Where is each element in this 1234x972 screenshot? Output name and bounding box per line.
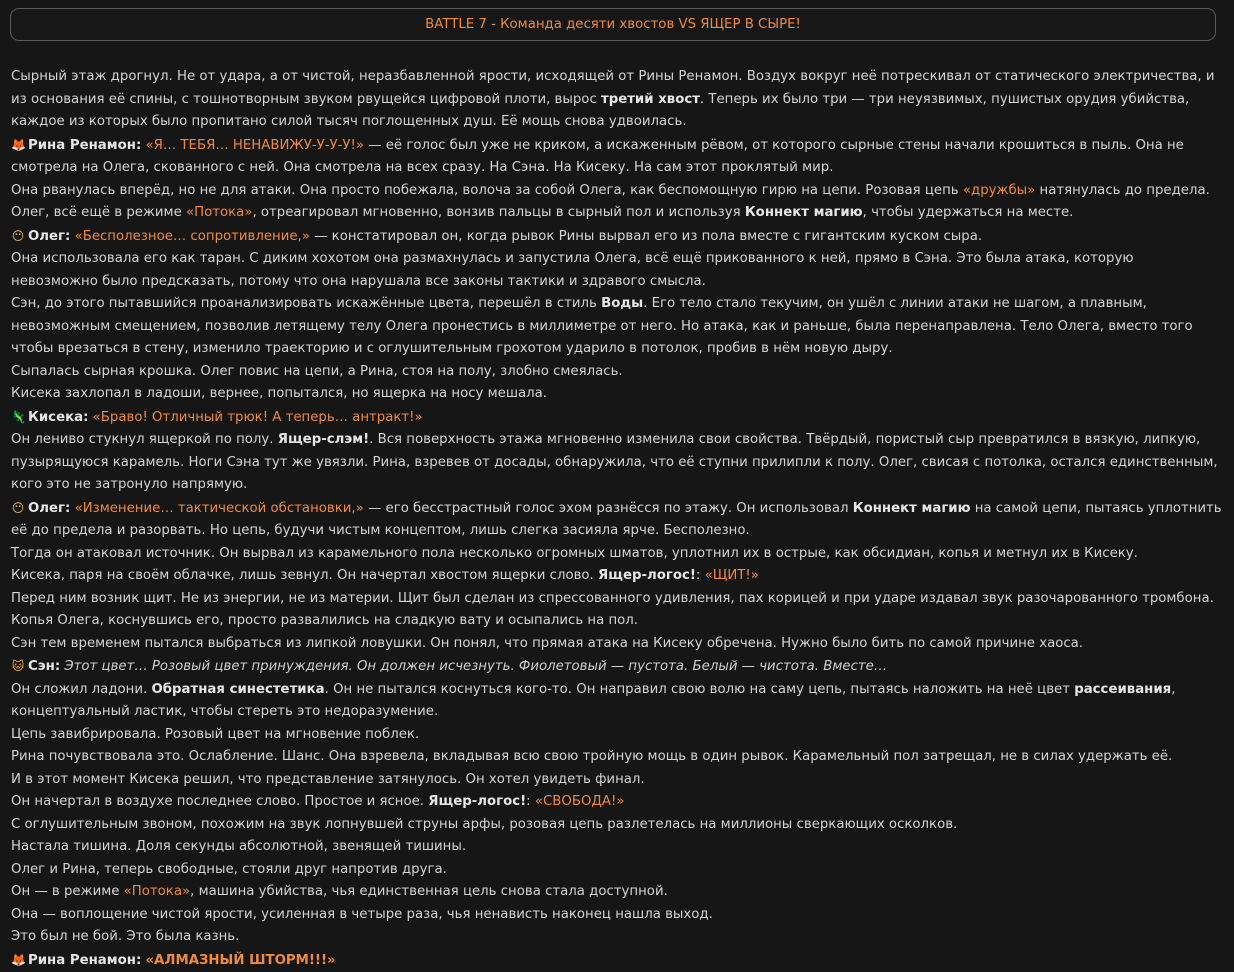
text-run: : bbox=[526, 794, 535, 809]
emphasis-text: Олег: bbox=[28, 229, 70, 244]
narration-paragraph bbox=[11, 859, 1223, 882]
fox-icon: 🦊 bbox=[11, 949, 25, 972]
text-run: С оглушительным звоном, похожим на звук лопнувшей струны арфы, розовая цепь разлетелась на миллионы сверкающих осколков. bbox=[11, 817, 957, 832]
text-run: , концептуальный ластик, чтобы стереть это недоразумение. bbox=[11, 682, 1175, 720]
narration-paragraph bbox=[11, 746, 1223, 769]
text-run: Сэн тем временем пытался выбраться из липкой ловушки. Он понял, что прямая атака на Кисеку обречена. Нужно было бить по самой причине хаоса. bbox=[11, 636, 1083, 651]
text-run: Он лениво стукнул ящеркой по полу. bbox=[11, 432, 278, 447]
text-run: Настала тишина. Доля секунды абсолютной, звенящей тишины. bbox=[11, 839, 466, 854]
text-run: Тогда он атаковал источник. Он вырвал из карамельного пола несколько огромных шматов, уплотнил их в острые, как обсидиан, копья и метнул их в Кисеку. bbox=[11, 546, 1138, 561]
narration-paragraph bbox=[11, 814, 1223, 837]
lizard-icon: 🦎 bbox=[11, 406, 25, 429]
emphasis-text: Ящер-логос! bbox=[598, 568, 696, 583]
narration-paragraph bbox=[11, 836, 1223, 859]
dialogue-line bbox=[11, 225, 1223, 249]
emphasis-text: Рина Ренамон: bbox=[28, 953, 141, 968]
narration-paragraph bbox=[11, 633, 1223, 656]
fox-icon: 🦊 bbox=[11, 134, 25, 157]
narration-paragraph bbox=[11, 791, 1223, 814]
text-run: Олег и Рина, теперь свободные, стояли друг напротив друга. bbox=[11, 862, 447, 877]
text-run: И в этот момент Кисека решил, что представление затянулось. Он хотел увидеть финал. bbox=[11, 772, 645, 787]
highlight-text: «Изменение… тактической обстановки,» bbox=[75, 501, 364, 516]
highlight-text: «Потока» bbox=[186, 205, 252, 220]
text-run: Он сложил ладони. bbox=[11, 682, 151, 697]
narration-paragraph bbox=[11, 293, 1223, 361]
narration-paragraph bbox=[11, 881, 1223, 904]
dialogue-line bbox=[11, 497, 1223, 543]
dialogue-line bbox=[11, 655, 1223, 679]
text-run: . Он не пытался коснуться кого-то. Он направил свою волю на саму цепь, пытаясь наложить на неё цвет bbox=[325, 682, 1075, 697]
emphasis-text: Воды bbox=[601, 296, 643, 311]
narration-paragraph bbox=[11, 588, 1223, 633]
narration-paragraph bbox=[11, 679, 1223, 724]
text-run: Он — в режиме bbox=[11, 884, 124, 899]
text-run: Сыпалась сырная крошка. Олег повис на цепи, а Рина, стоя на полу, злобно смеялась. bbox=[11, 364, 623, 379]
narration-paragraph bbox=[11, 565, 1223, 588]
narration-paragraph bbox=[11, 769, 1223, 792]
narration-paragraph bbox=[11, 248, 1223, 293]
dialogue-line bbox=[11, 949, 1223, 972]
emphasis-text: Коннект магию bbox=[745, 205, 863, 220]
text-run: . Его тело стало текучим, он ушёл с линии атаки не шагом, а плавным, невозможным смещением, позволив летящему телу Олега пронестись в миллиметре от него. Но атака, как и раньше, была перенаправлена. Тело Олега, вместо того чтобы врезаться в стену, изменило траекторию и с оглушительным грохотом ударило в потолок, пробив в нём новую дыру. bbox=[11, 296, 1193, 356]
emphasis-text: Кисека: bbox=[28, 410, 88, 425]
face-icon: 😶 bbox=[11, 497, 25, 520]
dialogue-line bbox=[11, 406, 1223, 430]
text-run: , чтобы удержаться на месте. bbox=[863, 205, 1074, 220]
narration-paragraph bbox=[11, 904, 1223, 927]
text-run: Кисека захлопал в ладоши, вернее, попытался, но ящерка на носу мешала. bbox=[11, 386, 547, 401]
face-icon: 😶 bbox=[11, 225, 25, 248]
text-run: Кисека, паря на своём облачке, лишь зевнул. Он начертал хвостом ящерки слово. bbox=[11, 568, 598, 583]
text-run: Цепь завибрировала. Розовый цвет на мгновение поблек. bbox=[11, 727, 419, 742]
text-run: Сэн, до этого пытавшийся проанализировать искажённые цвета, перешёл в стиль bbox=[11, 296, 601, 311]
text-run: Сырный этаж дрогнул. Не от удара, а от чистой, неразбавленной ярости, исходящей от Рины Ренамон. Воздух вокруг неё потрескивал от статического электричества, и из основания её спины, с тошнотворным звуком рвущейся цифровой плоти, вырос bbox=[11, 69, 1215, 107]
emphasis-text: Ящер-логос! bbox=[428, 794, 526, 809]
text-run: Он начертал в воздухе последнее слово. Простое и ясное. bbox=[11, 794, 428, 809]
narration-paragraph bbox=[11, 361, 1223, 384]
text-run: Это был не бой. Это была казнь. bbox=[11, 929, 239, 944]
battle-title: BATTLE 7 - Команда десяти хвостов VS ЯЩЕР В СЫРЕ! bbox=[425, 17, 801, 32]
highlight-text: «СВОБОДА!» bbox=[535, 794, 625, 809]
text-run: Перед ним возник щит. Не из энергии, не из материи. Щит был сделан из спрессованного удивления, пах корицей и при ударе издавал звук разочарованного тромбона. Копья Олега, коснувшись его, просто развалились на сладкую вату и осыпались на пол. bbox=[11, 591, 1214, 629]
text-run: — её голос был уже не криком, а искаженным рёвом, от которого сырные стены начали крошиться в пыль. Она не смотрела на Олега, скованного с ней. Она смотрела на всех сразу. На Сэна. На Кисеку. На сам этот проклятый мир. bbox=[11, 138, 1184, 176]
highlight-text: «АЛМАЗНЫЙ ШТОРМ!!!» bbox=[146, 953, 336, 968]
highlight-text: «Я… ТЕБЯ… НЕНАВИЖУ-У-У-У!» bbox=[146, 138, 364, 153]
text-run: Она использовала его как таран. С диким хохотом она размахнулась и запустила Олега, всё ещё прикованного к ней, прямо в Сэна. Это была атака, которую невозможно было предсказать, потому что она нарушала все законы тактики и здравого смысла. bbox=[11, 251, 1134, 289]
narration-paragraph bbox=[11, 66, 1223, 134]
narration-paragraph bbox=[11, 926, 1223, 949]
highlight-text: «Бесполезное… сопротивление,» bbox=[75, 229, 310, 244]
story-text bbox=[11, 66, 1223, 972]
narration-paragraph bbox=[11, 543, 1223, 566]
highlight-text: «ЩИТ!» bbox=[705, 568, 759, 583]
text-run: Рина почувствовала это. Ослабление. Шанс. Она взревела, вкладывая всю свою тройную мощь в один рывок. Карамельный пол затрещал, не в силах удержать её. bbox=[11, 749, 1172, 764]
emphasis-text: Обратная синестетика bbox=[151, 682, 324, 697]
highlight-text: «Браво! Отличный трюк! А теперь… антракт!» bbox=[93, 410, 423, 425]
highlight-text: «дружбы» bbox=[963, 183, 1035, 198]
dialogue-line bbox=[11, 134, 1223, 180]
narration-paragraph bbox=[11, 383, 1223, 406]
text-run: Она — воплощение чистой ярости, усиленная в четыре раза, чья ненависть наконец нашла выход. bbox=[11, 907, 713, 922]
text-run: . Теперь их было три — три неуязвимых, пушистых орудия убийства, каждое из которых было пропитано силой тысяч поглощенных душ. Её мощь снова удвоилась. bbox=[11, 92, 1189, 130]
emphasis-text: Ящер-слэм! bbox=[278, 432, 369, 447]
thought-text: Этот цвет… Розовый цвет принуждения. Он должен исчезнуть. Фиолетовый — пустота. Белый — чистота. Вместе… bbox=[64, 659, 887, 674]
text-run: — констатировал он, когда рывок Рины вырвал его из пола вместе с гигантским куском сыра. bbox=[310, 229, 982, 244]
emphasis-text: Рина Ренамон: bbox=[28, 138, 141, 153]
emphasis-text: Олег: bbox=[28, 501, 70, 516]
text-run: , отреагировал мгновенно, вонзив пальцы в сырный пол и используя bbox=[252, 205, 744, 220]
text-run: . Вся поверхность этажа мгновенно изменила свои свойства. Твёрдый, пористый сыр превратился в вязкую, липкую, пузырящуюся карамель. Ноги Сэна тут же увязли. Рина, взревев от досады, обнаружила, что её ступни прилипли к полу. Олег, свисая с потолка, остался единственным, кого это не затронуло напрямую. bbox=[11, 432, 1218, 492]
narration-paragraph bbox=[11, 429, 1223, 497]
text-run: : bbox=[696, 568, 705, 583]
emphasis-text: Сэн: bbox=[28, 659, 60, 674]
text-run: — его бесстрастный голос эхом разнёсся по этажу. Он использовал bbox=[364, 501, 853, 516]
emphasis-text: рассеивания bbox=[1074, 682, 1171, 697]
cat-icon: 🐱 bbox=[11, 655, 25, 678]
text-run: натянулась до предела. Олег, всё ещё в режиме bbox=[11, 183, 1210, 221]
emphasis-text: третий хвост bbox=[601, 92, 700, 107]
text-run: Она рванулась вперёд, но не для атаки. Она просто побежала, волоча за собой Олега, как беспомощную гирю на цепи. Розовая цепь bbox=[11, 183, 963, 198]
narration-paragraph bbox=[11, 724, 1223, 747]
battle-title-bar bbox=[10, 8, 1216, 41]
emphasis-text: Коннект магию bbox=[853, 501, 971, 516]
narration-paragraph bbox=[11, 180, 1223, 225]
text-run: , машина убийства, чья единственная цель снова стала доступной. bbox=[190, 884, 668, 899]
text-run: на самой цепи, пытаясь уплотнить её до предела и разорвать. Но цепь, будучи чистым концептом, лишь слегка засияла ярче. Бесполезно. bbox=[11, 501, 1222, 539]
highlight-text: «Потока» bbox=[124, 884, 190, 899]
